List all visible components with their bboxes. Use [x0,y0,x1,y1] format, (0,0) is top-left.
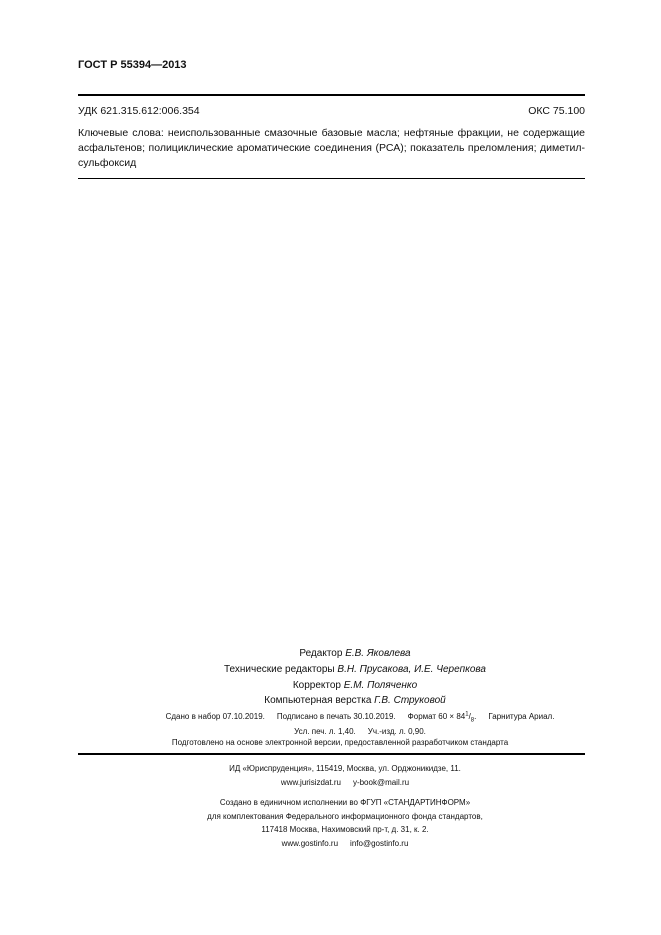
layout-line [100,693,610,709]
label: Технические редакторы [223,663,335,675]
standard-number: ГОСТ Р 55394—2013 [78,59,187,71]
publisher-email[interactable]: y-book@mail.ru [352,778,410,787]
tech-editors-names: В.Н. Прусакова, И.Е. Черепкова [337,663,486,675]
print-line [60,709,660,724]
editor-name: Е.В. Яковлева [345,648,411,659]
publisher-info [60,762,630,790]
prepared-note: Подготовлено на основе электронной версии, предоставленной разработчиком стандарта [171,738,509,747]
corrector-name: Е.М. Поляченко [343,679,418,691]
label: Компьютерная верстка [264,695,372,707]
creator-site[interactable]: www.gostinfo.ru [281,838,339,848]
sheets-line [60,724,660,739]
corrector-line [100,678,610,694]
signed-date: Подписано в печать 30.10.2019. [276,712,396,721]
layout-name: Г.В. Струковой [374,695,446,707]
tech-editors-line [100,662,610,678]
credits [100,646,610,709]
creator-line: Создано в единичном исполнении во ФГУП «СТАНДАРТИНФОРМ» [219,798,471,807]
publisher-address: ИД «Юриспруденция», 115419, Москва, ул. Орджоникидзе, 11. [229,764,461,773]
divider [78,753,585,755]
keywords: Ключевые слова: неиспользованные смазочные базовые масла; нефтяные фракции, не содержащие асфальтенов; полициклические ароматические соединения (РСА); показатель преломления; диметил-сульфоксид [78,127,585,169]
creator-address: 117418 Москва, Нахимовский пр-т, д. 31, к. 2. [261,825,429,834]
creator-line: для комплектования Федерального информационного фонда стандартов, [207,811,483,821]
format-prefix: Формат 60 × 84 [407,712,466,721]
typeface: Гарнитура Ариал. [488,712,555,721]
udk-code: УДК 621.315.612:006.354 [78,105,200,117]
label: Редактор [299,648,343,659]
publishing-sheets: Уч.-изд. л. 0,90. [367,727,426,736]
label: Корректор [292,679,341,691]
divider [78,178,585,179]
oks-code: ОКС 75.100 [528,105,585,117]
publisher-site[interactable]: www.jurisizdat.ru [280,778,341,787]
divider [78,94,585,96]
format: Формат $60 \times 84^1/_8$. [407,711,477,724]
format-num: 1 [465,711,469,718]
print-info [60,709,660,739]
format-den: 8 [470,717,475,724]
print-sheets: Усл. печ. л. 1,40. [294,727,356,736]
editor-line [100,646,610,662]
submitted-date: Сдано в набор 07.10.2019. [165,712,265,721]
creator-info [60,796,630,850]
creator-email[interactable]: info@gostinfo.ru [350,838,409,848]
